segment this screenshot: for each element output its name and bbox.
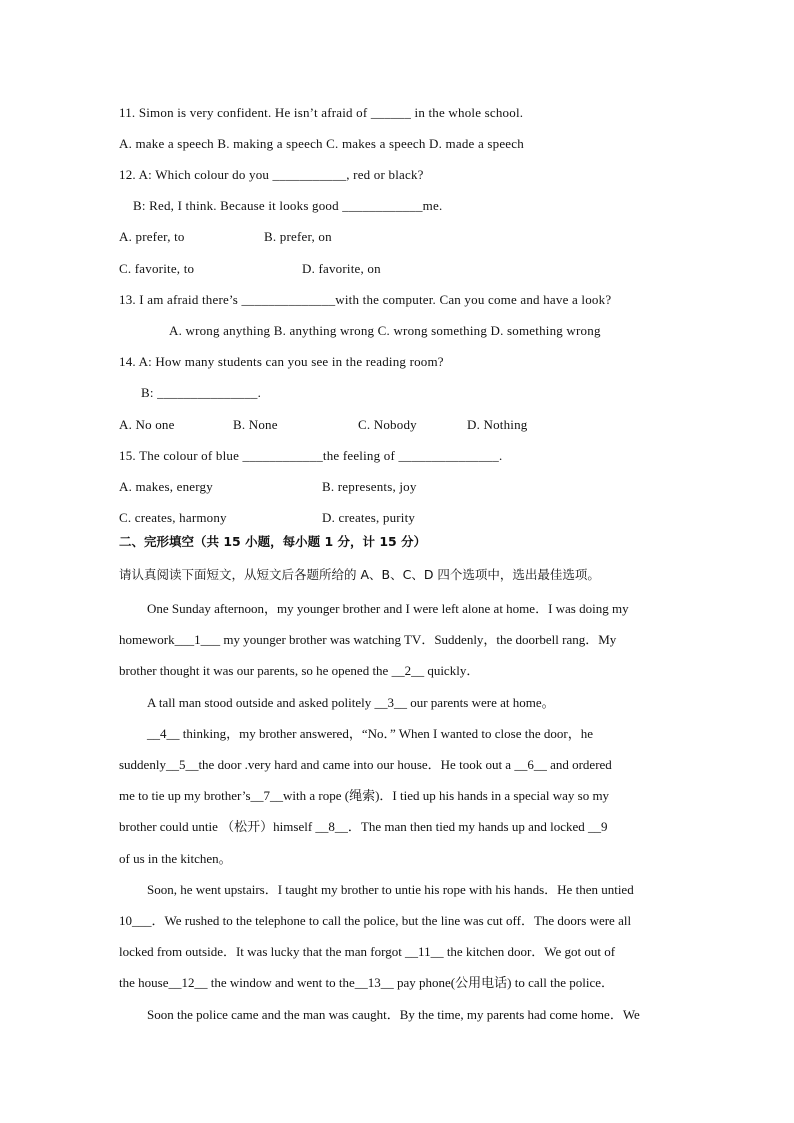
passage-line: the house__12__ the window and went to the__13__ pay phone(公用电话) to call the police． (119, 975, 614, 990)
passage-line: A tall man stood outside and asked politely __3__ our parents were at home。 (147, 695, 555, 710)
question-12-option-d: D. favorite, on (302, 261, 381, 276)
passage-line: Soon, he went upstairs．I taught my brother to untie his rope with his hands．He then untied (147, 882, 634, 897)
question-14-option-a: A. No one (119, 417, 175, 432)
question-14: 14. A: How many students can you see in the reading room? (119, 354, 444, 369)
passage-line: Soon the police came and the man was caught．By the time, my parents had come home．We (147, 1007, 640, 1022)
passage-line: 10___．We rushed to the telephone to call the police, but the line was cut off．The doors were all (119, 913, 632, 928)
question-14-option-b: B. None (233, 417, 278, 432)
question-14-reply: B: _______________. (141, 385, 262, 400)
passage-line: of us in the kitchen。 (119, 851, 232, 866)
question-15-option-b: B. represents, joy (322, 479, 417, 494)
question-15: 15. The colour of blue ____________the feeling of _______________. (119, 448, 503, 463)
question-15-option-c: C. creates, harmony (119, 510, 227, 525)
question-15-option-d: D. creates, purity (322, 510, 416, 525)
question-13: 13. I am afraid there’s ______________with the computer. Can you come and have a look? (119, 292, 612, 307)
passage-line: One Sunday afternoon，my younger brother and I were left alone at home．I was doing my (147, 601, 629, 616)
passage-line: brother thought it was our parents, so he opened the __2__ quickly． (119, 663, 480, 678)
passage-line: brother could untie （松开）himself __8__．The man then tied my hands up and locked __9 (119, 819, 608, 834)
passage-line: suddenly__5__the door .very hard and came into our house．He took out a __6__ and ordered (119, 757, 612, 772)
passage-line: homework___1___ my younger brother was watching TV．Suddenly，the doorbell rang．My (119, 632, 617, 647)
question-14-option-d: D. Nothing (467, 417, 528, 432)
question-12-reply: B: Red, I think. Because it looks good ____________me. (133, 198, 443, 213)
question-14-option-c: C. Nobody (358, 417, 417, 432)
question-12-option-a: A. prefer, to (119, 229, 185, 244)
passage-line: locked from outside．It was lucky that the man forgot __11__ the kitchen door．We got out of (119, 944, 616, 959)
question-12-option-c: C. favorite, to (119, 261, 195, 276)
section-instruction: 请认真阅读下面短文，从短文后各题所给的 A、B、C、D 四个选项中，选出最佳选项。 (119, 567, 600, 582)
question-12-option-b: B. prefer, on (264, 229, 332, 244)
question-13-options: A. wrong anything B. anything wrong C. wrong something D. something wrong (169, 323, 601, 338)
section-heading: 二、完形填空（共 15 小题，每小题 1 分，计 15 分） (119, 534, 427, 549)
passage-line: __4__ thinking，my brother answered，“No．” When I wanted to close the door，he (147, 726, 593, 741)
passage-line: me to tie up my brother’s__7__with a rope (绳索)．I tied up his hands in a special way so my (119, 788, 610, 803)
question-15-option-a: A. makes, energy (119, 479, 213, 494)
question-11: 11. Simon is very confident. He isn’t afraid of ______ in the whole school. (119, 105, 524, 120)
question-12: 12. A: Which colour do you ___________, red or black? (119, 167, 424, 182)
question-11-options: A. make a speech B. making a speech C. makes a speech D. made a speech (119, 136, 524, 151)
